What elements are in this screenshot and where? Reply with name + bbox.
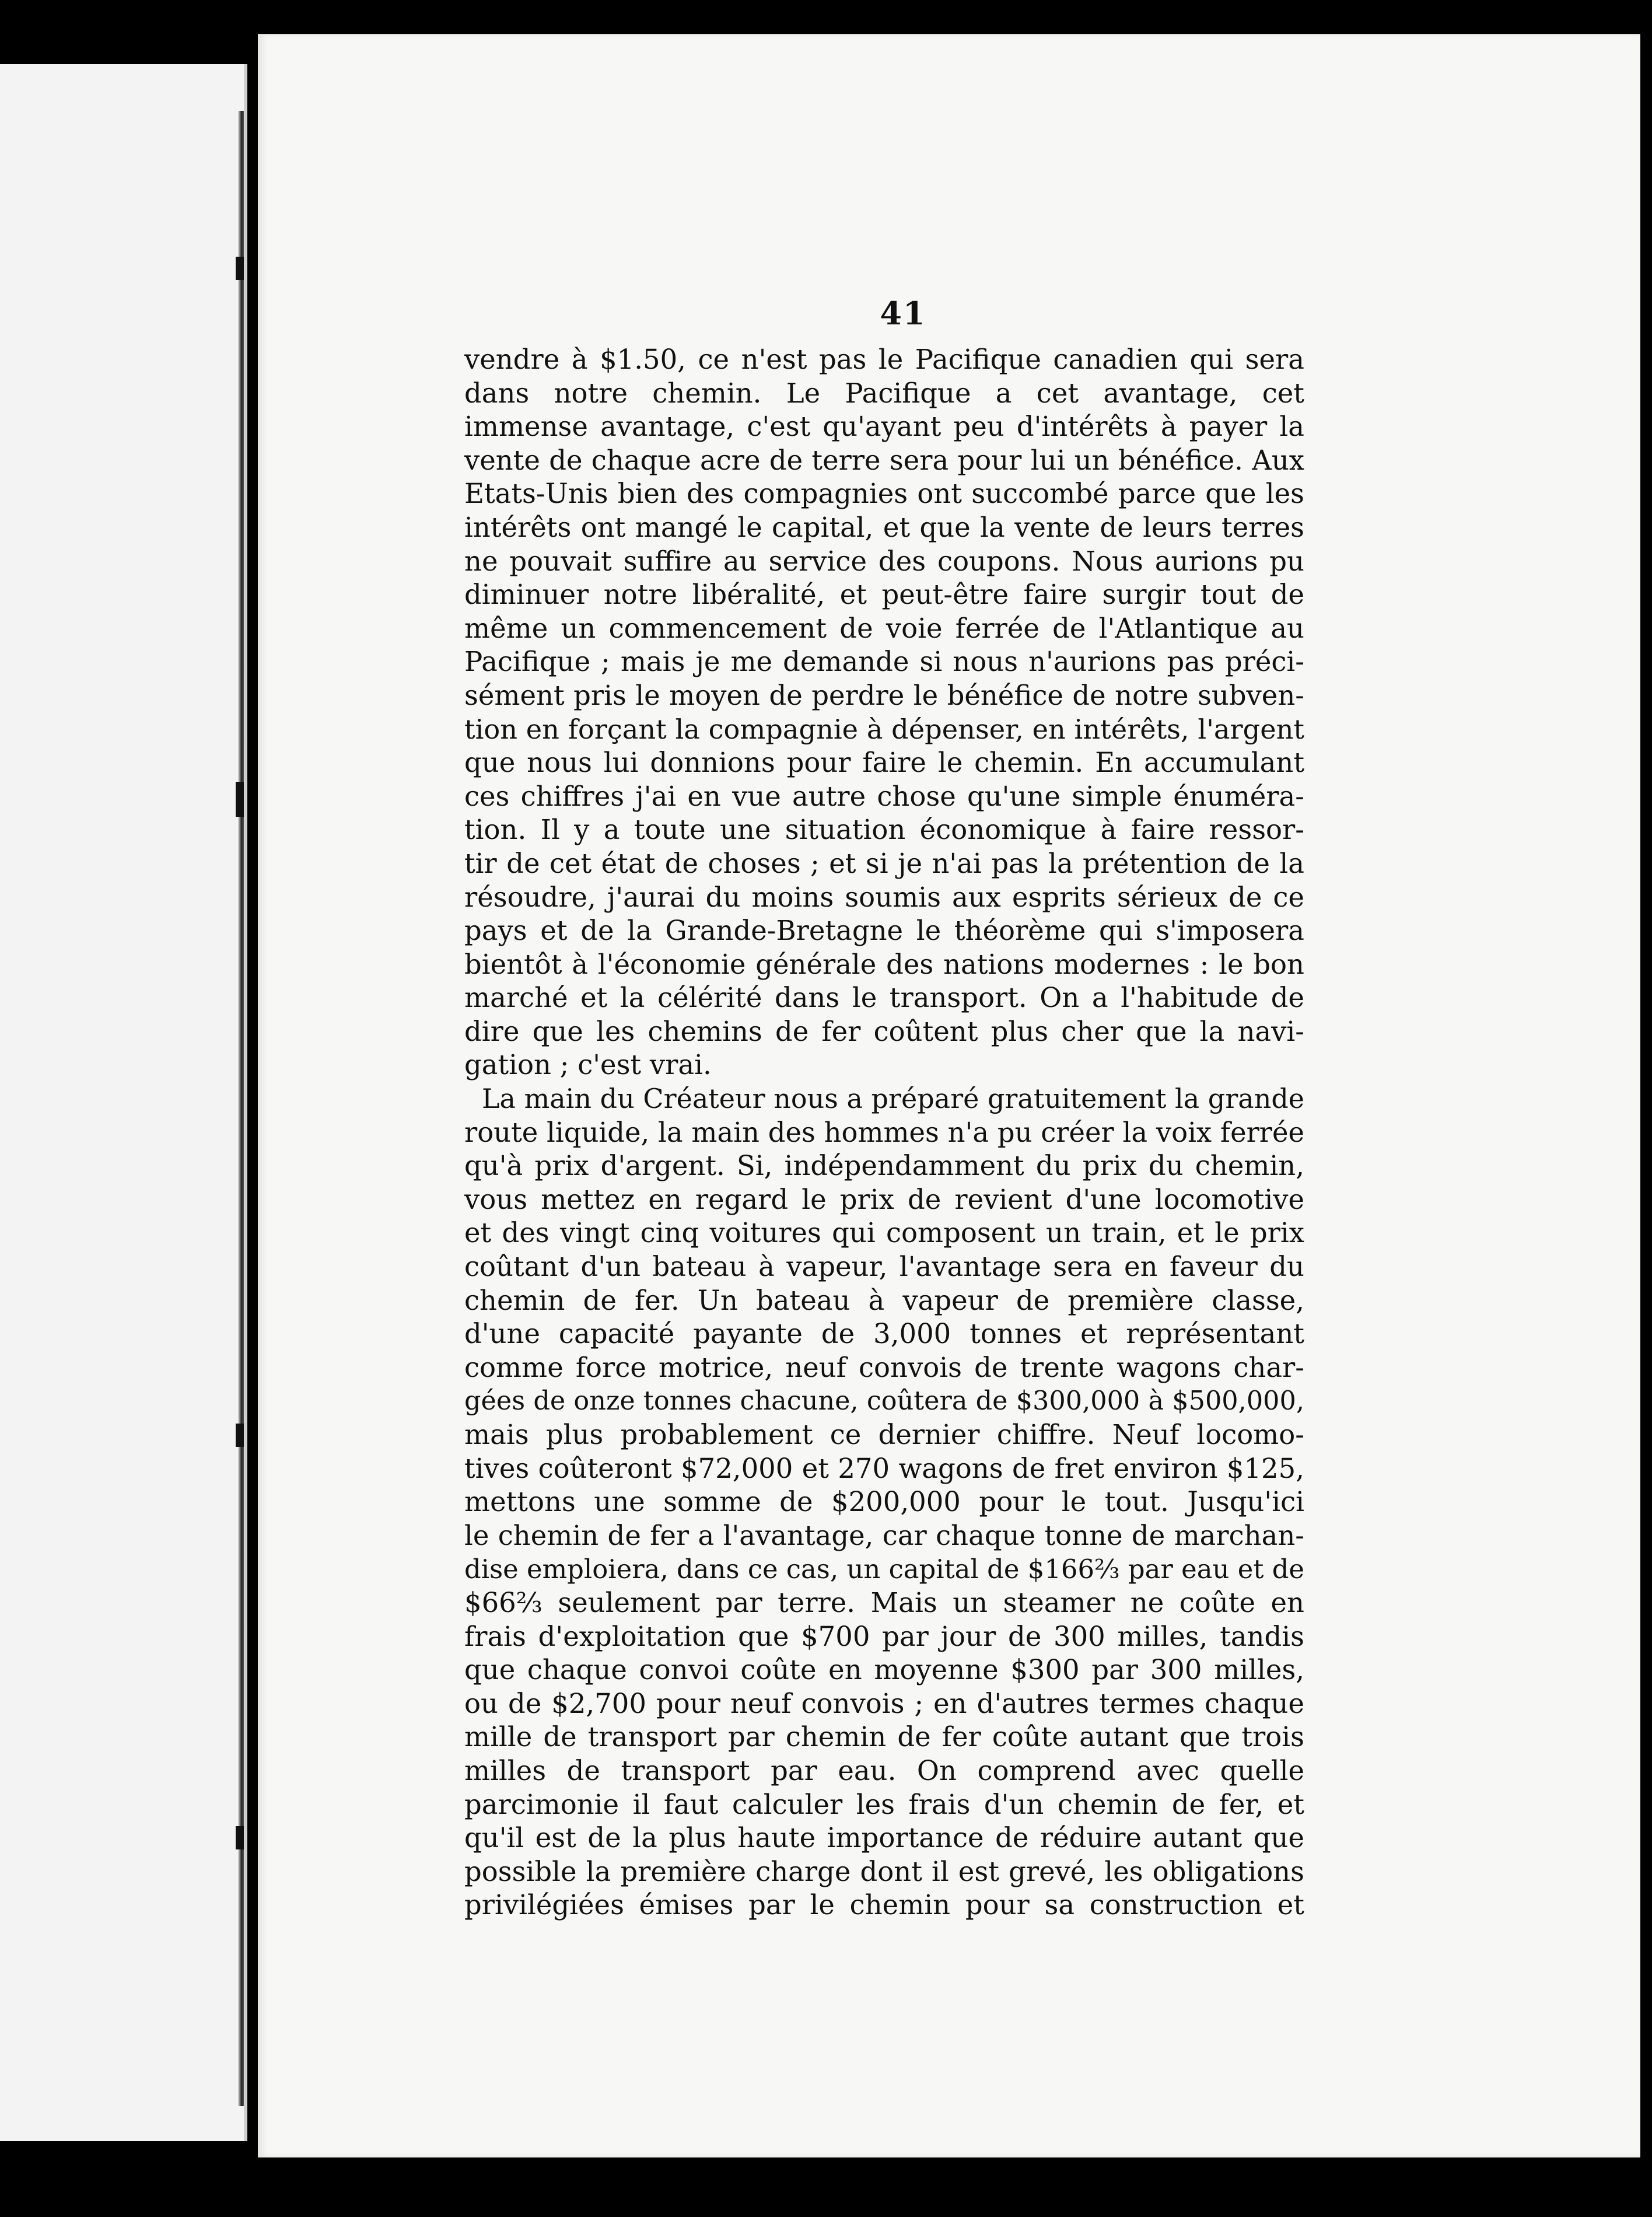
text-line: que nous lui donnions pour faire le chemin. En accumulant <box>464 747 1304 779</box>
text-line: mais plus probablement ce dernier chiffre. Neuf locomo- <box>464 1419 1304 1450</box>
book-gutter <box>238 111 244 2106</box>
text-line: bientôt à l'économie générale des nations modernes : le bon <box>464 948 1304 980</box>
text-line: mille de transport par chemin de fer coûte autant que trois <box>464 1721 1304 1753</box>
text-line: même un commencement de voie ferrée de l'Atlantique au <box>464 612 1304 644</box>
text-line: qu'il est de la plus haute importance de réduire autant que <box>464 1822 1304 1854</box>
text-line: ces chiffres j'ai en vue autre chose qu'une simple énuméra- <box>464 780 1304 812</box>
text-line: ou de $2,700 pour neuf convois ; en d'autres termes chaque <box>464 1687 1304 1719</box>
text-line: Pacifique ; mais je me demande si nous n'aurions pas préci- <box>464 646 1304 678</box>
text-line: comme force motrice, neuf convois de trente wagons char- <box>464 1351 1304 1383</box>
text-line: possible la première charge dont il est grevé, les obligations <box>464 1855 1304 1887</box>
text-line: chemin de fer. Un bateau à vapeur de première classe, <box>464 1284 1304 1316</box>
text-line: pays et de la Grande-Bretagne le théorème qui s'imposera <box>464 915 1304 947</box>
text-line: La main du Créateur nous a préparé gratuitement la grande <box>482 1083 1304 1115</box>
text-line: le chemin de fer a l'avantage, car chaque tonne de marchan- <box>464 1519 1304 1551</box>
text-line: qu'à prix d'argent. Si, indépendamment du prix du chemin, <box>464 1150 1304 1182</box>
text-line: dise emploiera, dans ce cas, un capital de $166⅔ par eau et de <box>464 1554 1304 1585</box>
text-line: tion en forçant la compagnie à dépenser, en intérêts, l'argent <box>464 713 1304 745</box>
gutter-mark <box>236 782 244 817</box>
text-line: ne pouvait suffire au service des coupons. Nous aurions pu <box>464 545 1304 577</box>
text-line: mettons une somme de $200,000 pour le tout. Jusqu'ici <box>464 1486 1304 1518</box>
text-line: et des vingt cinq voitures qui composent un train, et le prix <box>464 1217 1304 1249</box>
body-text <box>464 343 1304 1922</box>
text-line: tir de cet état de choses ; et si je n'ai pas la prétention de la <box>464 847 1304 879</box>
text-line: $66⅔ seulement par terre. Mais un steamer ne coûte en <box>464 1586 1304 1618</box>
text-line: vente de chaque acre de terre sera pour lui un bénéfice. Aux <box>464 444 1304 476</box>
text-line: vendre à $1.50, ce n'est pas le Pacifique canadien qui sera <box>464 344 1304 375</box>
text-line: tives coûteront $72,000 et 270 wagons de fret environ $125, <box>464 1452 1304 1484</box>
gutter-mark <box>236 1826 244 1849</box>
text-line: tion. Il y a toute une situation économique à faire ressor- <box>464 814 1304 846</box>
text-line: d'une capacité payante de 3,000 tonnes et représentant <box>464 1318 1304 1350</box>
text-line: parcimonie il faut calculer les frais d'un chemin de fer, et <box>464 1788 1304 1820</box>
page-number: 41 <box>880 295 926 332</box>
text-line: milles de transport par eau. On comprend avec quelle <box>464 1754 1304 1786</box>
text-line: dans notre chemin. Le Pacifique a cet avantage, cet <box>464 377 1304 409</box>
text-line: résoudre, j'aurai du moins soumis aux esprits sérieux de ce <box>464 881 1304 913</box>
text-line: frais d'exploitation que $700 par jour de 300 milles, tandis <box>464 1620 1304 1652</box>
text-line: dire que les chemins de fer coûtent plus cher que la navi- <box>464 1015 1304 1047</box>
text-line: marché et la célérité dans le transport. On a l'habitude de <box>464 982 1304 1014</box>
scan-border <box>1640 0 1652 2217</box>
text-line: privilégiées émises par le chemin pour sa construction et <box>464 1889 1304 1921</box>
text-line: route liquide, la main des hommes n'a pu créer la voix ferrée <box>464 1116 1304 1148</box>
text-line: intérêts ont mangé le capital, et que la vente de leurs terres <box>464 511 1304 543</box>
text-line: gées de onze tonnes chacune, coûtera de $300,000 à $500,000, <box>464 1386 1304 1417</box>
text-line: sément pris le moyen de perdre le bénéfice de notre subven- <box>464 679 1304 711</box>
gutter-mark <box>236 257 244 280</box>
text-line: diminuer notre libéralité, et peut-être faire surgir tout de <box>464 579 1304 611</box>
text-line: coûtant d'un bateau à vapeur, l'avantage sera en faveur du <box>464 1251 1304 1283</box>
text-line: gation ; c'est vrai. <box>464 1049 712 1081</box>
text-line: vous mettez en regard le prix de revient d'une locomotive <box>464 1183 1304 1215</box>
text-line: Etats-Unis bien des compagnies ont succombé parce que les <box>464 478 1304 510</box>
text-line: que chaque convoi coûte en moyenne $300 par 300 milles, <box>464 1654 1304 1686</box>
gutter-mark <box>236 1424 244 1447</box>
previous-page-edge <box>0 64 247 2141</box>
text-line: immense avantage, c'est qu'ayant peu d'intérêts à payer la <box>464 411 1304 443</box>
